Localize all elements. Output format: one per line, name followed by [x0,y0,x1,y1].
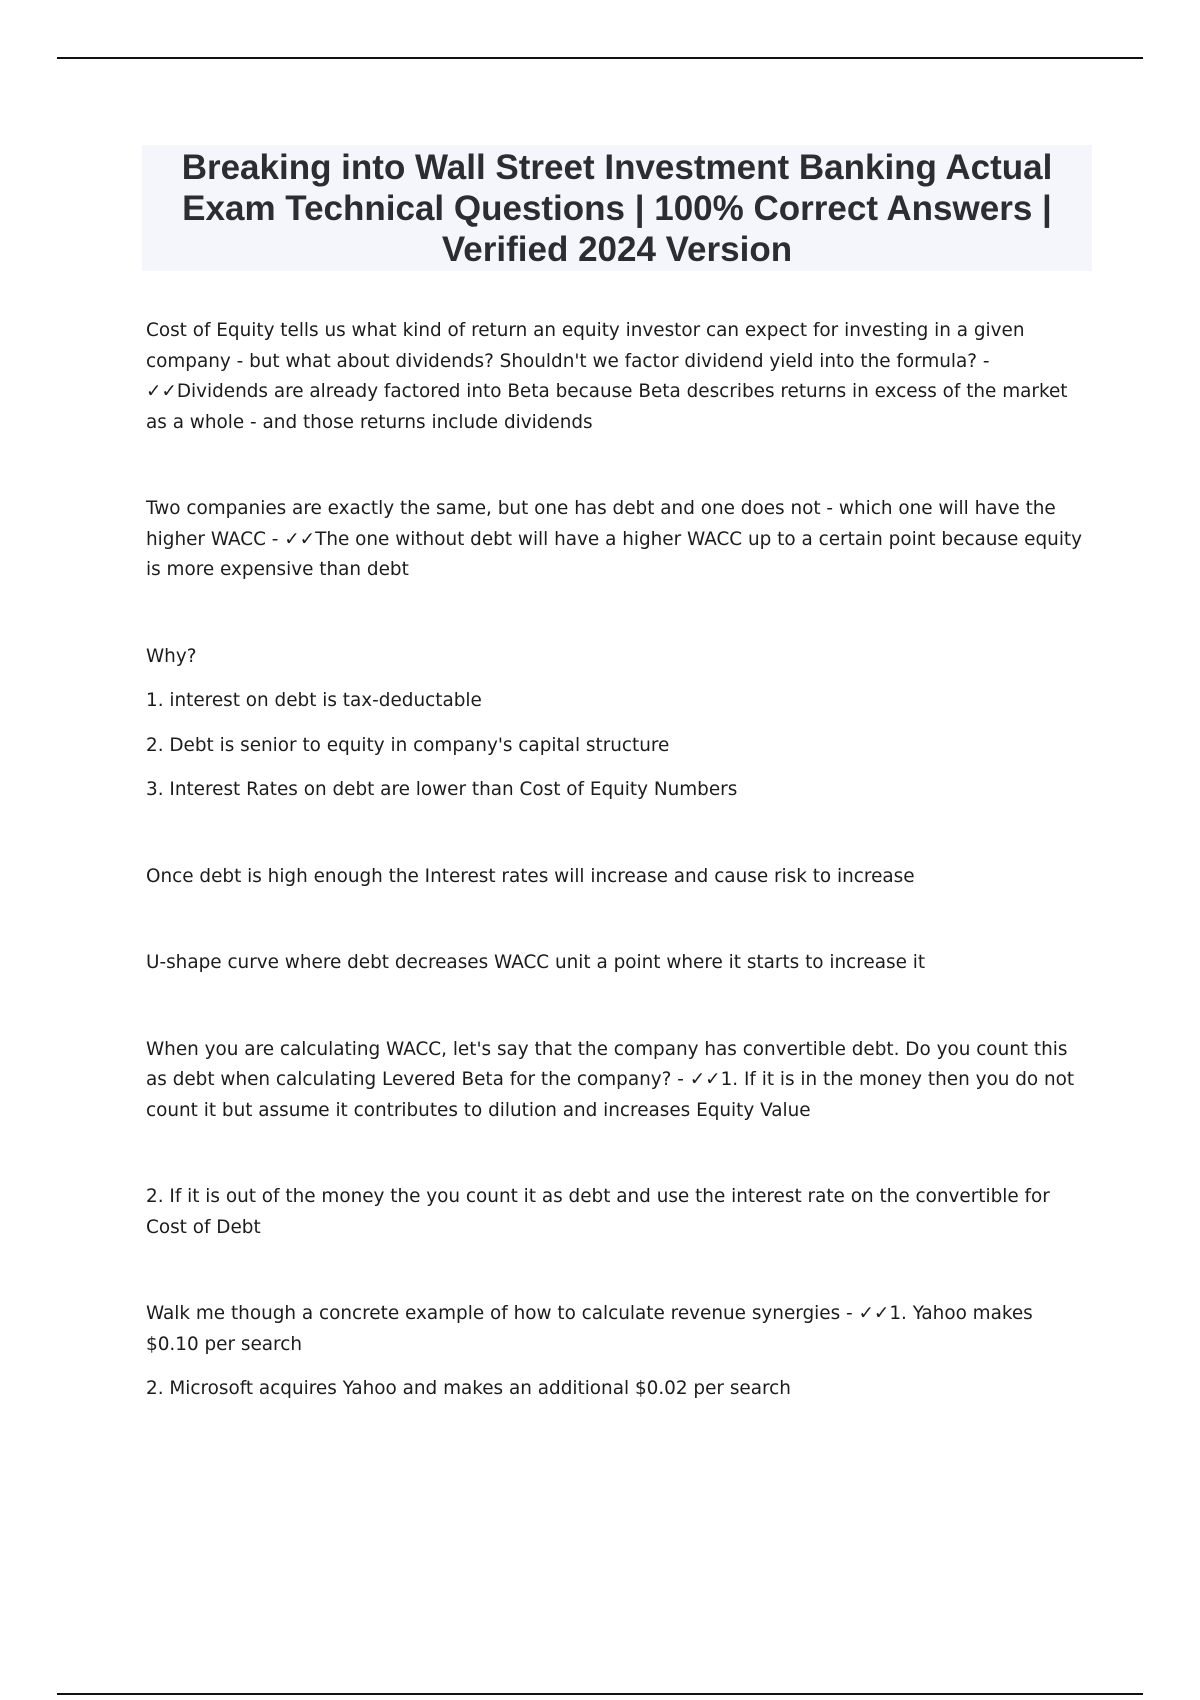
title-banner [142,145,1092,271]
list-item-3: 3. Interest Rates on debt are lower than Cost of Equity Numbers [146,779,738,800]
document-title: Breaking into Wall Street Investment Banking Actual Exam Technical Questions | 100% Correct Answers | Verified 2024 Version [181,148,1053,269]
top-rule [57,57,1143,59]
paragraph-wacc-debt: Two companies are exactly the same, but one has debt and one does not - which one will have the higher WACC - ✓✓The one without debt will have a higher WACC up to a certain point because equity is more expensive than debt [146,498,1083,580]
list-item-2: 2. Debt is senior to equity in company's capital structure [146,734,670,756]
list-item-1: 1. interest on debt is tax-deductable [146,690,482,711]
document-body [146,316,1091,1405]
paragraph-revenue-synergies: Walk me though a concrete example of how to calculate revenue synergies - ✓✓1. Yahoo makes $0.10 per search [146,1303,1033,1355]
paragraph-convertible-debt: When you are calculating WACC, let's say that the company has convertible debt. Do you count this as debt when calculating Levered Beta for the company? - ✓✓1. If it is in the money then you do not count it but assume it contributes to dilution and increases Equity Value [146,1038,1075,1121]
paragraph-microsoft: 2. Microsoft acquires Yahoo and makes an additional $0.02 per search [146,1378,791,1399]
bottom-rule [57,1693,1143,1695]
paragraph-why: Why? [146,645,197,667]
paragraph-debt-high: Once debt is high enough the Interest rates will increase and cause risk to increase [146,865,915,887]
paragraph-out-of-money: 2. If it is out of the money the you count it as debt and use the interest rate on the convertible for Cost of Debt [146,1186,1050,1238]
paragraph-cost-of-equity: Cost of Equity tells us what kind of return an equity investor can expect for investing in a given company - but what about dividends? Shouldn't we factor dividend yield into the formula? - ✓✓Dividends are already factored into Beta because Beta describes returns in excess of the market as a whole - and those returns include dividends [146,320,1068,433]
paragraph-u-shape: U-shape curve where debt decreases WACC unit a point where it starts to increase it [146,952,926,973]
